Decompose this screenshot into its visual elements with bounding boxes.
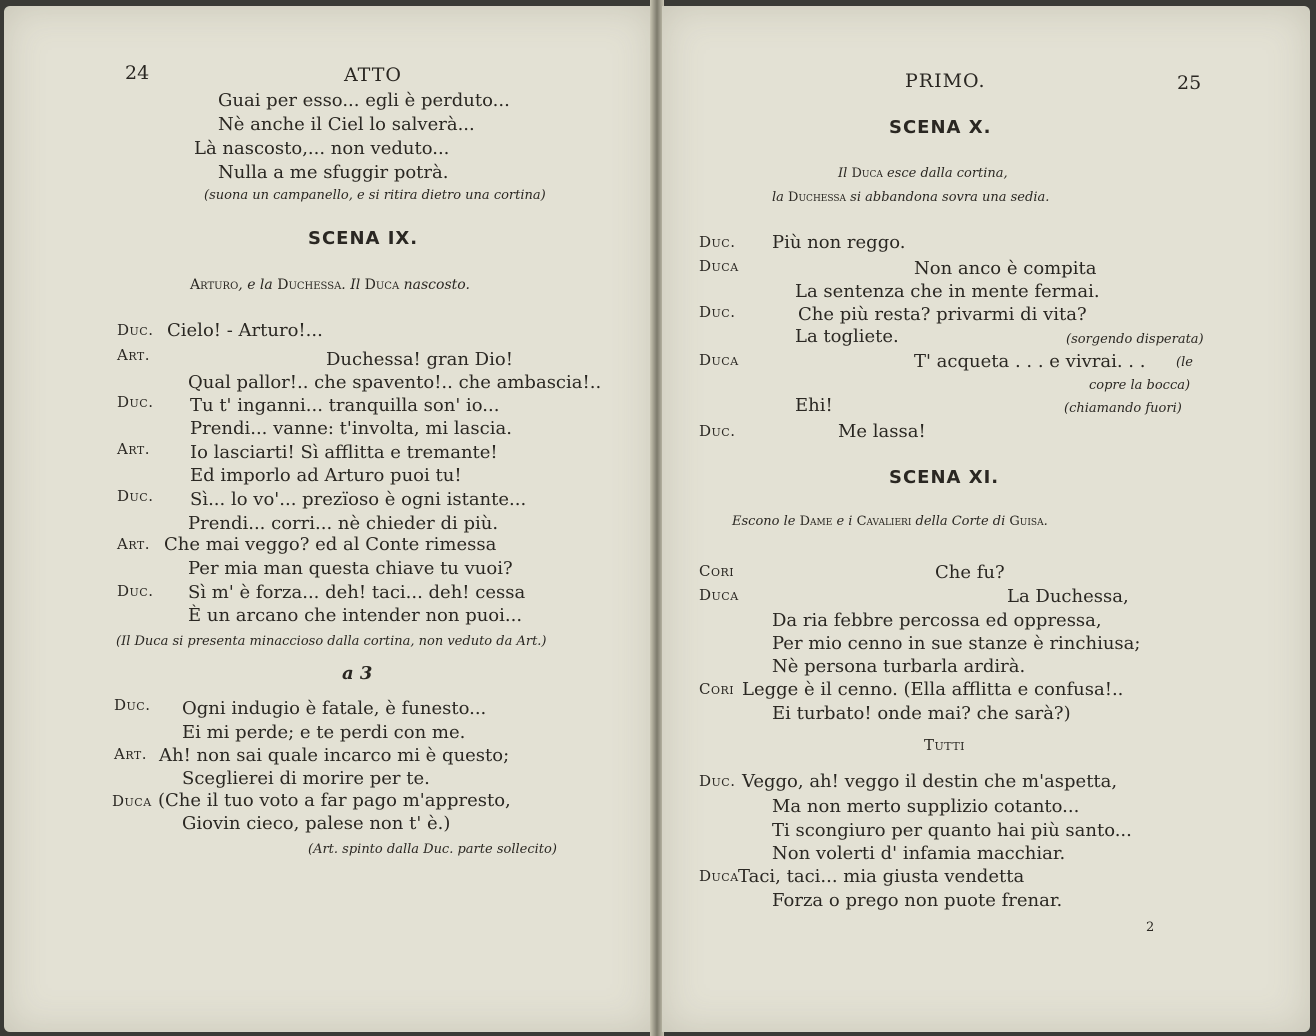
verse-line: Che mai veggo? ed al Conte rimessa xyxy=(164,534,497,555)
verse-line: Io lasciarti! Sì afflitta e tremante! xyxy=(190,442,498,463)
verse-line: Ed imporlo ad Arturo puoi tu! xyxy=(190,465,462,486)
verse-line: Nè persona turbarla ardirà. xyxy=(772,656,1026,677)
verse-line: Tu t' inganni... tranquilla son' io... xyxy=(190,395,500,416)
character-name: Duca xyxy=(851,166,883,181)
verse-line: Nè anche il Ciel lo salverà... xyxy=(218,114,475,135)
verse-line: Prendi... vanne: t'involta, mi lascia. xyxy=(190,418,512,439)
scene-title: SCENA IX. xyxy=(308,228,419,249)
verse-line: Forza o prego non puote frenar. xyxy=(772,890,1063,911)
right-page xyxy=(662,6,1310,1032)
cast-text: , e la xyxy=(238,277,278,293)
verse-line: È un arcano che intender non puoi... xyxy=(188,605,523,626)
scene-cast xyxy=(190,277,470,293)
direction-text: Escono le xyxy=(732,514,800,529)
verse-line: La togliete. xyxy=(795,326,899,347)
speaker: Duca xyxy=(699,586,739,604)
speaker: Duc. xyxy=(699,772,736,790)
verse-line: Per mia man questa chiave tu vuoi? xyxy=(188,558,513,579)
speaker: Duc. xyxy=(117,487,154,505)
verse-line: La sentenza che in mente fermai. xyxy=(795,281,1100,302)
character-name: Dame xyxy=(799,514,833,529)
running-head: ATTO xyxy=(344,64,402,86)
character-name: Cavalieri xyxy=(856,514,912,529)
speaker: Duc. xyxy=(699,303,736,321)
verse-line: Legge è il cenno. (Ella afflitta e confusa!.. xyxy=(742,679,1124,700)
verse-line: Ti scongiuro per quanto hai più santo... xyxy=(772,820,1132,841)
ensemble-label: Tutti xyxy=(924,736,965,754)
speaker: Art. xyxy=(117,346,151,364)
character-name: Duchessa xyxy=(277,277,342,293)
direction-text: si abbandona sovra una sedia. xyxy=(846,190,1050,205)
verse-line: Da ria febbre percossa ed oppressa, xyxy=(772,610,1102,631)
direction-text: della Corte di xyxy=(911,514,1010,529)
stage-direction: (Art. spinto dalla Duc. parte sollecito) xyxy=(308,842,557,857)
stage-direction xyxy=(838,166,1008,181)
stage-direction: (sorgendo disperata) xyxy=(1066,332,1204,347)
left-page xyxy=(4,6,654,1032)
scene-title: SCENA X. xyxy=(889,117,992,138)
speaker: Duca xyxy=(699,257,739,275)
direction-text: la xyxy=(772,190,789,205)
verse-line: Qual pallor!.. che spavento!.. che ambascia!.. xyxy=(188,372,602,393)
character-name: Arturo xyxy=(190,277,239,293)
page-number: 24 xyxy=(125,62,150,84)
verse-line: Là nascosto,... non veduto... xyxy=(194,138,450,159)
character-name: Duchessa xyxy=(788,190,847,205)
page-number: 25 xyxy=(1177,72,1202,94)
verse-line: Cielo! - Arturo!... xyxy=(167,320,323,341)
verse-line: Non anco è compita xyxy=(914,258,1097,279)
cast-text: nascosto. xyxy=(399,277,470,293)
verse-line: Me lassa! xyxy=(838,421,926,442)
verse-line: Più non reggo. xyxy=(772,232,906,253)
stage-direction: (le xyxy=(1176,355,1193,370)
verse-line: Giovin cieco, palese non t' è.) xyxy=(182,813,451,834)
verse-line: Ei turbato! onde mai? che sarà?) xyxy=(772,703,1071,724)
speaker: Duca xyxy=(699,867,739,885)
stage-direction: (suona un campanello, e si ritira dietro una cortina) xyxy=(204,188,546,203)
verse-line: Taci, taci... mia giusta vendetta xyxy=(738,866,1025,887)
verse-line: La Duchessa, xyxy=(1007,586,1129,607)
cast-text: . Il xyxy=(341,277,365,293)
character-name: Guisa xyxy=(1009,514,1044,529)
verse-line: Sceglierei di morire per te. xyxy=(182,768,430,789)
speaker: Duc. xyxy=(699,422,736,440)
verse-line: Nulla a me sfuggir potrà. xyxy=(218,162,449,183)
verse-line: Duchessa! gran Dio! xyxy=(326,349,513,370)
character-name: Duca xyxy=(364,277,400,293)
verse-line: Che più resta? privarmi di vita? xyxy=(798,304,1087,325)
speaker: Duc. xyxy=(117,393,154,411)
speaker: Duc. xyxy=(117,321,154,339)
verse-line: Ogni indugio è fatale, è funesto... xyxy=(182,698,487,719)
verse-line: Ma non merto supplizio cotanto... xyxy=(772,796,1080,817)
direction-text: Il xyxy=(838,166,852,181)
speaker: Duca xyxy=(112,792,152,810)
stage-direction xyxy=(732,514,1048,529)
verse-line: Per mio cenno in sue stanze è rinchiusa; xyxy=(772,633,1141,654)
verse-line: Non volerti d' infamia macchiar. xyxy=(772,843,1066,864)
direction-text: esce dalla cortina, xyxy=(882,166,1008,181)
speaker: Duc. xyxy=(114,696,151,714)
verse-line: Che fu? xyxy=(935,562,1005,583)
direction-text: . xyxy=(1043,514,1048,529)
scene-title: SCENA XI. xyxy=(889,467,1000,488)
stage-direction: (chiamando fuori) xyxy=(1064,401,1182,416)
verse-line: T' acqueta . . . e vivrai. . . xyxy=(914,351,1146,372)
verse-line: Ah! non sai quale incarco mi è questo; xyxy=(159,745,510,766)
speaker: Cori xyxy=(699,562,735,580)
stage-direction: (Il Duca si presenta minaccioso dalla cortina, non veduto da Art.) xyxy=(116,634,547,649)
verse-line: Ehi! xyxy=(795,395,833,416)
direction-text: e i xyxy=(832,514,857,529)
verse-line: Sì m' è forza... deh! taci... deh! cessa xyxy=(188,582,526,603)
speaker: Duc. xyxy=(117,582,154,600)
speaker: Art. xyxy=(117,440,151,458)
running-head: PRIMO. xyxy=(905,70,986,92)
stage-direction: copre la bocca) xyxy=(1089,378,1191,393)
ensemble-label: a 3 xyxy=(342,663,373,684)
speaker: Art. xyxy=(114,745,148,763)
stage-direction xyxy=(772,190,1049,205)
speaker: Duc. xyxy=(699,233,736,251)
verse-line: Veggo, ah! veggo il destin che m'aspetta, xyxy=(742,771,1118,792)
verse-line: Prendi... corri... nè chieder di più. xyxy=(188,513,499,534)
signature-mark: 2 xyxy=(1146,920,1155,935)
verse-line: Sì... lo vo'... prezïoso è ogni istante... xyxy=(190,489,527,510)
speaker: Art. xyxy=(117,535,151,553)
speaker: Cori xyxy=(699,680,735,698)
verse-line: Guai per esso... egli è perduto... xyxy=(218,90,510,111)
speaker: Duca xyxy=(699,351,739,369)
verse-line: (Che il tuo voto a far pago m'appresto, xyxy=(158,790,511,811)
verse-line: Ei mi perde; e te perdi con me. xyxy=(182,722,466,743)
